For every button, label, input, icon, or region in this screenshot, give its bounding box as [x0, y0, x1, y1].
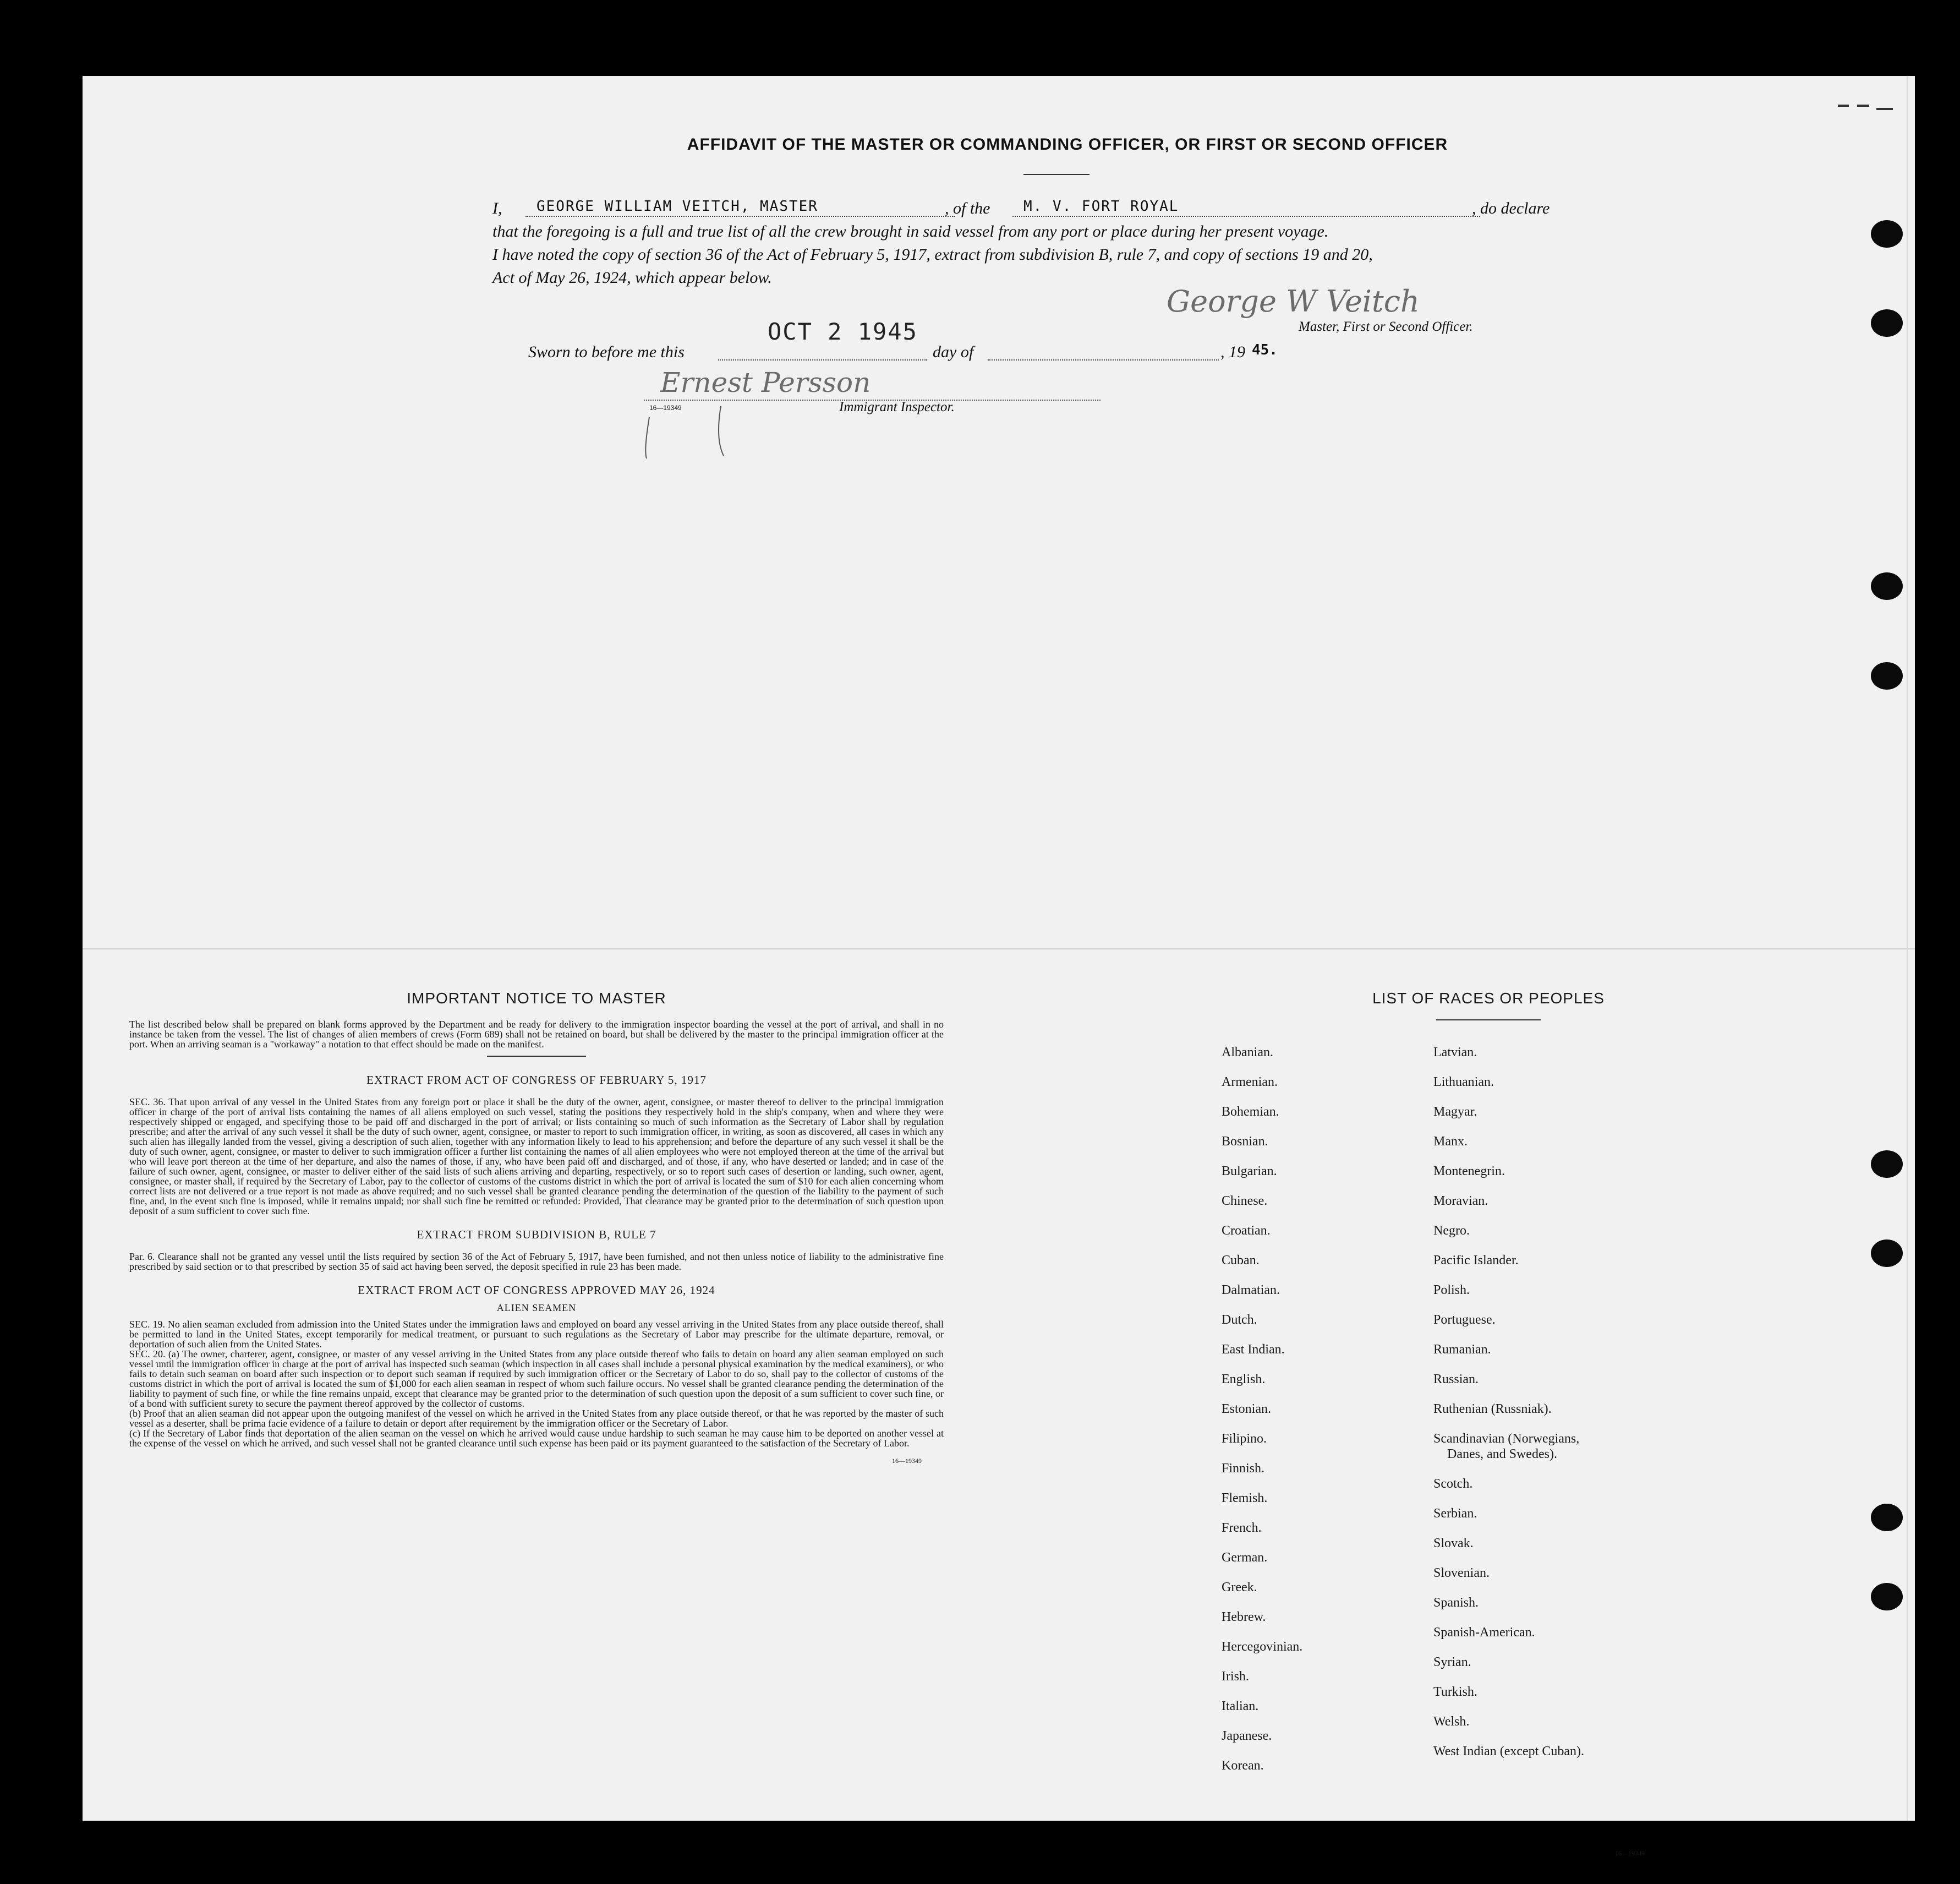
race-item: Slovak. [1433, 1536, 1474, 1550]
race-item: Serbian. [1433, 1506, 1477, 1521]
races-title: LIST OF RACES OR PEOPLES [1372, 990, 1605, 1007]
notice-body: The list described below shall be prepared on blank forms approved by the Department and be ready for delivery to the immigration inspector boarding the vessel at the port of arrival, and shall in no instance be taken from the vessel. The list of changes of alien members of crews (Form 689) shall not be retained on board, but shall be delivered by the master to the principal immigration officer at the port. When an arriving seaman is a "workaway" a notation to that effect should be made on the manifest. [129, 1019, 944, 1050]
day-field [718, 359, 927, 361]
declaration-line-4: Act of May 26, 1924, which appear below. [492, 269, 772, 287]
race-item: Dutch. [1222, 1313, 1257, 1327]
extract1-title: EXTRACT FROM ACT OF CONGRESS OF FEBRUARY 5, 1917 [366, 1073, 707, 1086]
punch-hole [1871, 1504, 1903, 1531]
fold-line [83, 948, 1915, 949]
race-item: Rumanian. [1433, 1342, 1491, 1357]
notice-section [129, 990, 944, 1466]
races-rule [1436, 1019, 1541, 1020]
race-item: Pacific Islander. [1433, 1253, 1519, 1268]
race-item: Bohemian. [1222, 1105, 1279, 1119]
section-rule [487, 1056, 586, 1057]
races-section [1200, 990, 1777, 1857]
race-item: Scotch. [1433, 1477, 1473, 1491]
race-item: Negro. [1433, 1224, 1470, 1238]
race-item: Estonian. [1222, 1402, 1271, 1416]
race-item: Albanian. [1222, 1045, 1273, 1060]
race-item: Latvian. [1433, 1045, 1477, 1060]
date-stamp: OCT 2 1945 [768, 318, 918, 345]
master-signature: George W Veitch [1167, 284, 1420, 319]
race-item: Korean. [1222, 1759, 1264, 1773]
race-item: Greek. [1222, 1580, 1257, 1594]
race-item: German. [1222, 1550, 1268, 1565]
year-prefix: , 19 [1220, 343, 1245, 361]
race-item: Ruthenian (Russniak). [1433, 1402, 1552, 1416]
signature-flourish [638, 384, 803, 461]
scan-speck [1838, 105, 1849, 107]
race-item: Manx. [1433, 1134, 1468, 1149]
month-field [988, 359, 1219, 361]
of-the-label: , of the [945, 199, 990, 217]
race-item: Slovenian. [1433, 1566, 1490, 1580]
do-declare-label: , do declare [1472, 199, 1550, 217]
scan-speck [1857, 105, 1869, 107]
race-item: Armenian. [1222, 1075, 1278, 1089]
race-item: Welsh. [1433, 1714, 1470, 1729]
sworn-label: Sworn to before me this [528, 343, 685, 361]
extract1-body: SEC. 36. That upon arrival of any vessel in the United States from any foreign port or place it shall be the duty of the owner, agent, consignee, or master thereof to deliver to the principal immigration officer in charge of the port of arrival lists containing the names of all aliens employed on such vessel, stating the positions they respectively hold in the ship's company, when and where they were respectively shipped or engaged, and specifying those to be paid off and discharged in the port of arrival; or lists containing so much of such information as the Secretary of Labor shall by regulation prescribe; and after the arrival of any such vessel it shall be the duty of such owner, agent, consignee, or master to report to such immigration officer, in writing, as soon as discovered, all cases in which any such alien has illegally landed from the vessel, giving a description of such alien, together with any information likely to lead to his apprehension; and before the departure of any such vessel it shall be the duty of such owner, agent, consignee, or master to deliver to such immigration officer a further list containing the names of all alien employees who were not employed thereon at the time of the arrival but who will leave port thereon at the time of her departure, and also the names of those, if any, who have been paid off and discharged, and of those, if any, who have deserted or landed; and in case of the failure of such owner, agent, consignee, or master to deliver either of the said lists of such aliens arriving and departing, respectively, or so to report such cases of desertion or landing, such owner, agent, consignee, or master shall, if required by the Secretary of Labor, pay to the collector of customs of the customs district in which the port of arrival is located the sum of $10 for each alien concerning whom correct lists are not delivered or a true report is not made as above required; and no such vessel shall be granted clearance pending the determination of the question of the liability to the payment of such fine, and, in the event such fine is imposed, while it remains unpaid; nor shall such fine be remitted or refunded: Provided, That clearance may be granted prior to the determination of such question upon deposit of a sum sufficient to cover such fine. [129, 1096, 944, 1216]
sec19-text: SEC. 19. No alien seaman excluded from admission into the United States under the immigration laws and employed on board any vessel arriving in the United States from any place outside thereof, shall be permitted to land in the United States, except temporarily for medical treatment, or pursuant to such regulations as the Secretary of Labor may prescribe for the ultimate departure, removal, or deportation of such alien from the United States. [129, 1319, 944, 1350]
races-form-number: 16—19349 [1615, 1849, 1645, 1857]
extract3-title: EXTRACT FROM ACT OF CONGRESS APPROVED MAY 26, 1924 [358, 1284, 715, 1297]
affidavit-title: AFFIDAVIT OF THE MASTER OR COMMANDING OFFICER, OR FIRST OR SECOND OFFICER [687, 135, 1448, 154]
race-item: French. [1222, 1521, 1262, 1535]
race-item: Turkish. [1433, 1685, 1477, 1699]
races-right-column [1433, 1045, 1584, 1773]
race-item: Japanese. [1222, 1729, 1272, 1743]
fold-line-vertical [1907, 76, 1908, 1821]
officer-label: Master, First or Second Officer. [1299, 319, 1473, 334]
race-item: Flemish. [1222, 1491, 1268, 1505]
race-item: Syrian. [1433, 1655, 1471, 1669]
race-item: Bulgarian. [1222, 1164, 1277, 1178]
race-item: Filipino. [1222, 1432, 1267, 1446]
punch-hole [1871, 309, 1903, 337]
race-item: Irish. [1222, 1669, 1249, 1684]
punch-hole [1871, 572, 1903, 600]
race-item: Finnish. [1222, 1461, 1265, 1476]
inspector-label: Immigrant Inspector. [839, 400, 955, 414]
punch-hole [1871, 220, 1903, 248]
declaration-prefix: I, [492, 199, 502, 217]
scan-speck [1876, 108, 1893, 110]
declaration-line-2: that the foregoing is a full and true list of all the crew brought in said vessel from any port or place during her present voyage. [492, 222, 1329, 241]
race-item: Danes, and Swedes). [1447, 1447, 1557, 1461]
race-item: Moravian. [1433, 1194, 1488, 1208]
race-item: Polish. [1433, 1283, 1470, 1297]
sec20a-text: SEC. 20. (a) The owner, charterer, agent, consignee, or master of any vessel arriving in the United States from any place outside thereof who fails to detain on board any alien seaman employed on such vessel until the immigration officer in charge at the port of arrival has inspected such seaman (which inspection in all cases shall include a personal physical examination by the medical examiners), or who fails to detain such seaman on board after such inspection or to deport such seaman if required by such immigration officer or the Secretary of Labor to do so, shall pay to the collector of customs of the customs district in which the port of arrival is located the sum of $1,000 for each alien seaman in respect of whom such failure occurs. No vessel shall be granted clearance pending the determination of the liability to payment of such fine, or while the fine remains unpaid, except that clearance may be granted prior to the determination of such question upon the deposit of a sum sufficient to cover such fine, or of a bond with sufficient surety to secure the payment thereof approved by the collector of customs. [129, 1348, 944, 1409]
extract2-title: EXTRACT FROM SUBDIVISION B, RULE 7 [417, 1228, 656, 1241]
race-item: Italian. [1222, 1699, 1259, 1713]
declaration [492, 197, 1582, 290]
inspector-signature: Ernest Persson [660, 367, 871, 398]
punch-hole [1871, 1150, 1903, 1178]
punch-hole [1871, 1239, 1903, 1267]
race-item: Portuguese. [1433, 1313, 1496, 1327]
race-item: Spanish-American. [1433, 1625, 1535, 1640]
form-number-small: 16—19349 [649, 404, 682, 412]
race-item: Lithuanian. [1433, 1075, 1494, 1089]
race-item: West Indian (except Cuban). [1433, 1744, 1584, 1759]
extract3-subtitle: ALIEN SEAMEN [496, 1302, 577, 1313]
day-of-label: day of [933, 343, 974, 361]
year-field: 45. [1252, 342, 1278, 358]
race-item: Hebrew. [1222, 1610, 1266, 1624]
title-rule [1023, 174, 1090, 175]
race-item: Hercegovinian. [1222, 1640, 1303, 1654]
declaration-line-1 [492, 197, 1582, 220]
sec20c-text: (c) If the Secretary of Labor finds that deportation of the alien seaman on the vessel on which he arrived would cause undue hardship to such seaman he may cause him to be deported on another vessel at the expense of the vessel on which he arrived, and such vessel shall not be granted clearance until such expense has been paid or its payment guaranteed to the satisfaction of the Secretary of Labor. [129, 1428, 944, 1449]
race-item: Spanish. [1433, 1596, 1479, 1610]
vessel-field: M. V. FORT ROYAL [1012, 197, 1480, 217]
race-item: Montenegrin. [1433, 1164, 1505, 1178]
notice-title: IMPORTANT NOTICE TO MASTER [407, 990, 666, 1007]
race-item: English. [1222, 1372, 1266, 1386]
master-name-field: GEORGE WILLIAM VEITCH, MASTER [525, 197, 955, 217]
sworn-line [528, 337, 1354, 370]
race-item: East Indian. [1222, 1342, 1285, 1357]
punch-hole [1871, 1583, 1903, 1610]
race-item: Dalmatian. [1222, 1283, 1280, 1297]
sec20b-text: (b) Proof that an alien seaman did not appear upon the outgoing manifest of the vessel on which he arrived in the United States from any place outside thereof, or that he was reported by the master of such vessel as a deserter, shall be prima facie evidence of a failure to detain or deport after requirement by the immigration officer or the Secretary of Labor. [129, 1408, 944, 1429]
race-item: Scandinavian (Norwegians, [1433, 1432, 1580, 1446]
race-item: Cuban. [1222, 1253, 1260, 1268]
punch-hole [1871, 662, 1903, 690]
race-item: Russian. [1433, 1372, 1479, 1386]
extract2-body: Par. 6. Clearance shall not be granted any vessel until the lists required by section 36 of the Act of February 5, 1917, have been furnished, and not then unless notice of liability to the administrative fine prescribed by said section or to that prescribed by section 35 of said act having been served, the deposit specified in rule 23 has been made. [129, 1251, 944, 1272]
race-item: Magyar. [1433, 1105, 1477, 1119]
race-item: Bosnian. [1222, 1134, 1268, 1149]
race-item: Chinese. [1222, 1194, 1268, 1208]
races-left-column [1222, 1045, 1302, 1788]
race-item: Croatian. [1222, 1224, 1271, 1238]
document-page [83, 76, 1915, 1857]
notice-form-number: 16—19349 [892, 1457, 922, 1465]
declaration-line-3: I have noted the copy of section 36 of the Act of February 5, 1917, extract from subdivision B, rule 7, and copy of sections 19 and 20, [492, 245, 1373, 264]
